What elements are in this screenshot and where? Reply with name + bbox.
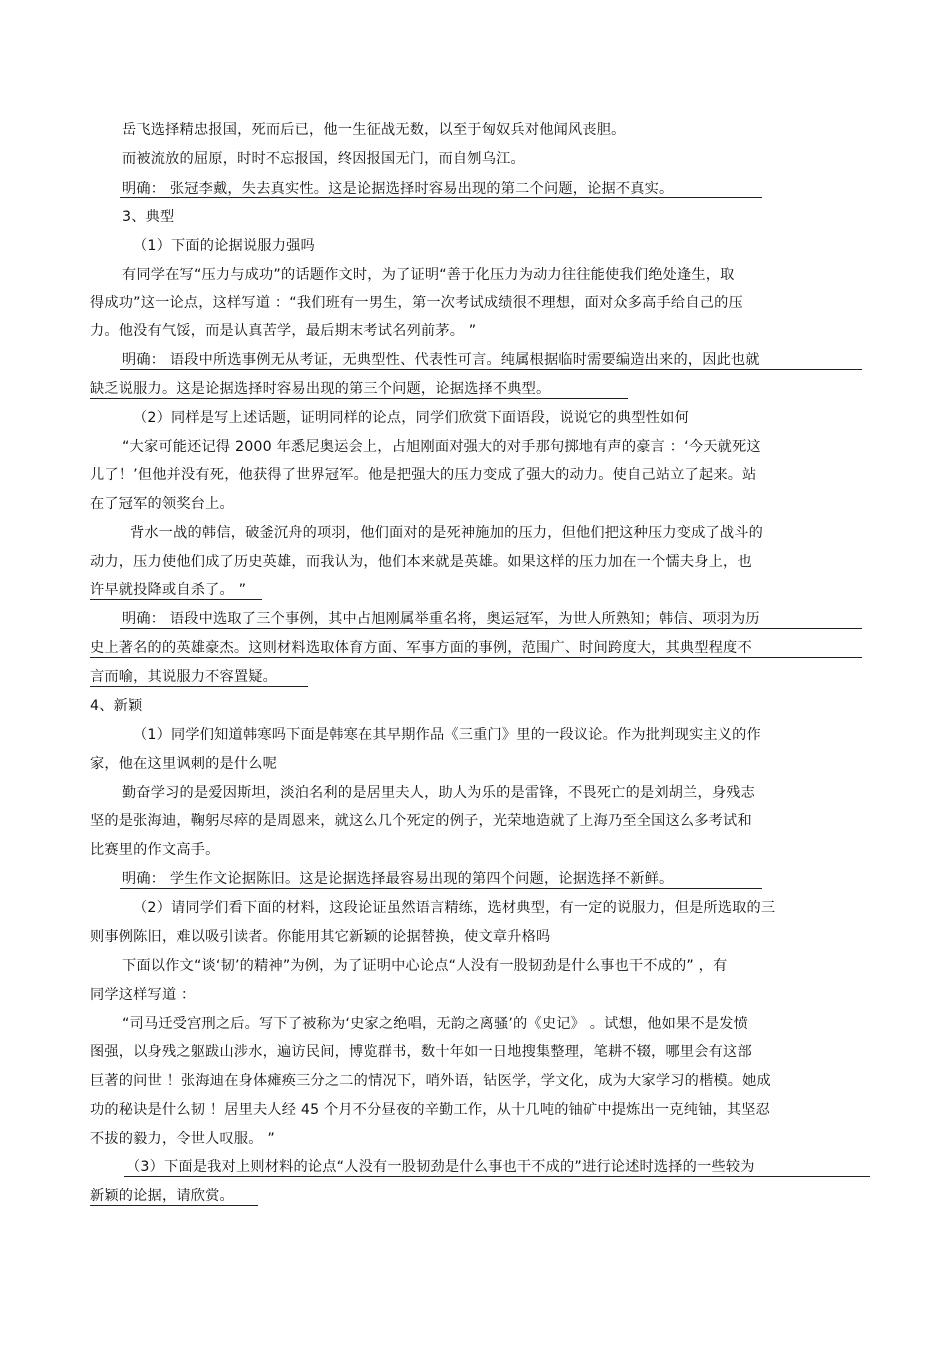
- text-line: （1）下面的论据说服力强吗: [133, 238, 315, 254]
- underline: [90, 599, 262, 600]
- text-line: 在了冠军的领奖台上。: [90, 496, 234, 512]
- text-line: 比赛里的作文高手。: [90, 842, 220, 858]
- underline: [90, 657, 862, 658]
- text-line: “司马迁受宫刑之后。写下了被称为‘史家之绝唱，无韵之离骚’的《史记》 。试想，他如果不是发愤: [122, 1016, 748, 1032]
- text-line: 新颖的论据，请欣赏。: [90, 1188, 234, 1204]
- text-line: 勤奋学习的是爱因斯坦，淡泊名利的是居里夫人，助人为乐的是雷锋，不畏死亡的是刘胡兰，身残志: [122, 785, 756, 801]
- text-line: 不拔的毅力，令世人叹服。 ”: [90, 1131, 275, 1147]
- text-line: （3）下面是我对上则材料的论点“人没有一股韧劲是什么事也干不成的”进行论述时选择的一些较为: [126, 1159, 755, 1175]
- text-line: 巨著的问世 ！张海迪在身体瘫痪三分之二的情况下，哨外语，钻医学，学文化，成为大家学习的楷模。她成: [90, 1073, 771, 1089]
- text-line: 动力，压力使他们成了历史英雄，而我认为，他们本来就是英雄。如果这样的压力加在一个懦夫身上，也: [90, 554, 752, 570]
- text-line: 明确： 语段中所选事例无从考证，无典型性、代表性可言。纯属根据临时需要编造出来的，因此也就: [122, 352, 760, 368]
- text-line: 缺乏说服力。这是论据选择时容易出现的第三个问题，论据选择不典型。: [90, 381, 551, 397]
- section-heading: 3、典型: [122, 209, 175, 225]
- underline: [120, 888, 762, 889]
- underline: [120, 628, 862, 629]
- underline: [90, 686, 308, 687]
- text-line: 而被流放的屈原，时时不忘报国，终因报国无门，而自刎乌江。: [122, 151, 525, 167]
- text-line: 明确： 学生作文论据陈旧。这是论据选择最容易出现的第四个问题，论据选择不新鲜。: [122, 871, 674, 887]
- text-line: 家，他在这里讽刺的是什么呢: [90, 756, 278, 772]
- text-line: 史上著名的的英雄豪杰。这则材料选取体育方面、军事方面的事例，范围广、时间跨度大，其典型程度不: [90, 640, 752, 656]
- text-line: 图强，以身残之躯跋山涉水，遍访民间，博览群书，数十年如一日地搜集整理，笔耕不辍，哪里会有这部: [90, 1044, 752, 1060]
- underline: [124, 1176, 870, 1177]
- text-line: 同学这样写道 ：: [90, 987, 196, 1003]
- text-line: 有同学在写“压力与成功”的话题作文时，为了证明“善于化压力为动力往往能使我们绝处逢生，取: [122, 267, 735, 283]
- text-line: 儿了！’但他并没有死，他获得了世界冠军。他是把强大的压力变成了强大的动力。使自己站立了起来。站: [90, 467, 757, 483]
- text-line: 明确： 语段中选取了三个事例，其中占旭刚属举重名将，奥运冠军，为世人所熟知；韩信、项羽为历: [122, 611, 760, 627]
- text-line: 许早就投降或自杀了。 ”: [90, 582, 247, 598]
- underline: [120, 369, 862, 370]
- text-line: 言而喻，其说服力不容置疑。: [90, 669, 278, 685]
- text-line: 背水一战的韩信，破釜沉舟的项羽，他们面对的是死神施加的压力，但他们把这种压力变成了战斗的: [130, 525, 764, 541]
- text-line: 功的秘诀是什么韧 ！居里夫人经 45 个月不分昼夜的辛勤工作，从十几吨的铀矿中提炼出一克纯铀，其坚忍: [90, 1102, 771, 1118]
- text-line: （1）同学们知道韩寒吗下面是韩寒在其早期作品《三重门》里的一段议论。作为批判现实主义的作: [133, 727, 761, 743]
- text-line: 下面以作文“谈‘韧’的精神”为例，为了证明中心论点“人没有一股韧劲是什么事也干不成的” ，有: [122, 958, 728, 974]
- underline: [90, 1205, 258, 1206]
- text-line: 力。他没有气馁，而是认真苦学，最后期末考试名列前茅。 ”: [90, 323, 477, 339]
- section-heading: 4、新颖: [90, 698, 143, 714]
- text-line: 坚的是张海迪，鞠躬尽瘁的是周恩来，就这么几个死定的例子，光荣地造就了上海乃至全国这么多考试和: [90, 813, 752, 829]
- text-line: 岳飞选择精忠报国，死而后已，他一生征战无数，以至于匈奴兵对他闻风丧胆。: [122, 122, 626, 138]
- underline: [120, 197, 762, 198]
- text-line: 得成功”这一论点，这样写道 ：“我们班有一男生，第一次考试成绩很不理想，面对众多高手给自己的压: [90, 295, 743, 311]
- underline: [90, 398, 628, 399]
- text-line: “大家可能还记得 2000 年悉尼奥运会上，占旭刚面对强大的对手那句掷地有声的豪言 ：‘今天就死这: [122, 439, 761, 455]
- text-line: （2）请同学们看下面的材料，这段论证虽然语言精练，选材典型，有一定的说服力，但是所选取的三: [133, 900, 776, 916]
- text-line: （2）同样是写上述话题，证明同样的论点，同学们欣赏下面语段，说说它的典型性如何: [133, 410, 689, 426]
- text-line: 明确： 张冠李戴，失去真实性。这是论据选择时容易出现的第二个问题，论据不真实。: [122, 181, 674, 197]
- text-line: 则事例陈旧，难以吸引读者。你能用其它新颖的论据替换，使文章升格吗: [90, 929, 551, 945]
